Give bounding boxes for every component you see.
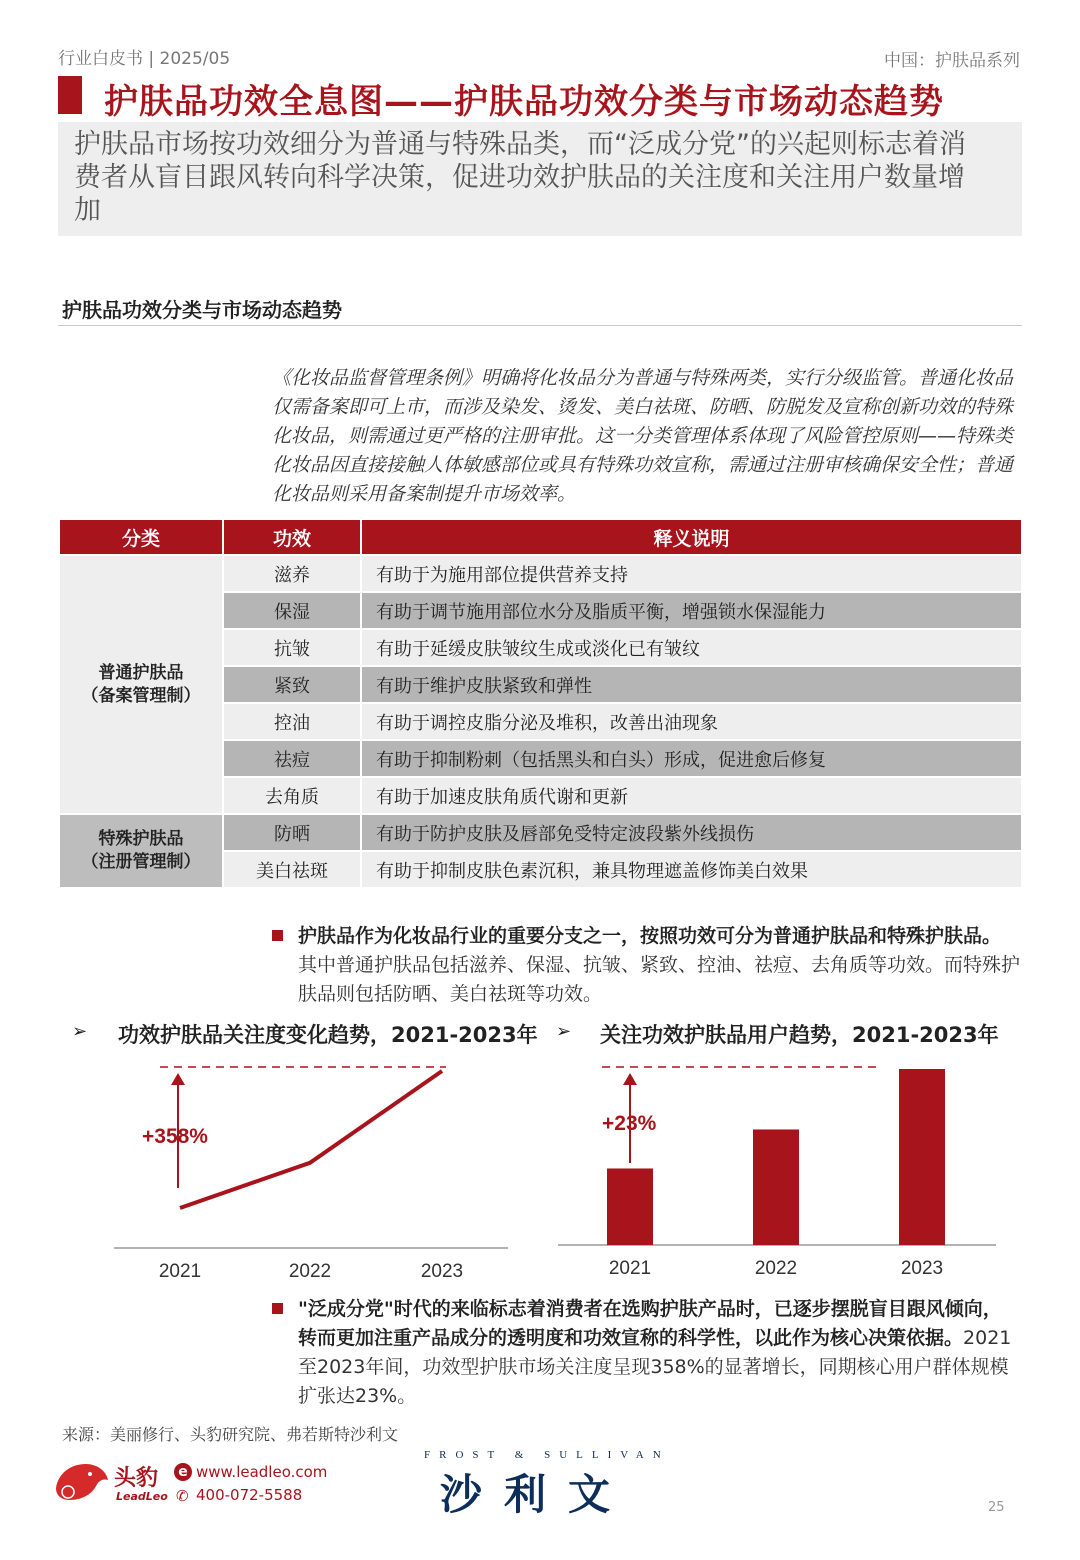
x-tick-label: 2023: [900, 1258, 944, 1279]
frost-sullivan-wordmark: FROST & SULLIVAN: [424, 1449, 670, 1461]
x-tick-label: 2023: [420, 1261, 464, 1282]
x-tick-label: 2022: [288, 1261, 332, 1282]
table-row: [60, 815, 1021, 850]
description-cell: 有助于维护皮肤紧致和弹性: [362, 667, 1021, 702]
chart-arrow-icon: ➢: [72, 1021, 88, 1042]
header-description: 释义说明: [362, 520, 1021, 554]
summary-text: 护肤品市场按功效细分为普通与特殊品类，而“泛成分党”的兴起则标志着消费者从盲目跟风转向科学决策，促进功效护肤品的关注度和关注用户数量增加: [74, 129, 966, 226]
x-tick-label: 2022: [754, 1258, 798, 1279]
description-cell: 有助于防护皮肤及唇部免受特定波段紫外线损伤: [362, 815, 1021, 850]
bar: [899, 1069, 945, 1245]
brand-name-cn: 头豹: [114, 1466, 159, 1491]
frost-sullivan-logo-cn: 沙利文: [440, 1470, 633, 1519]
leopard-logo-icon: [52, 1458, 110, 1506]
description-cell: 有助于为施用部位提供营养支持: [362, 556, 1021, 591]
growth-arrow-head-icon: [171, 1073, 185, 1085]
source-note: 来源：美丽修行、头豹研究院、弗若斯特沙利文: [62, 1425, 399, 1444]
growth-arrow-head-icon: [623, 1073, 637, 1085]
section-title: 护肤品功效分类与市场动态趋势: [62, 298, 342, 322]
category-name: 普通护肤品: [98, 662, 184, 683]
section-divider: [58, 325, 1022, 326]
bullet-normal: 2021至2023年间，功效型护肤市场关注度呈现358%的显著增长，同期核心用户群体规模扩张达23%。: [298, 1327, 1012, 1407]
description-cell: 有助于调节施用部位水分及脂质平衡，增强锁水保湿能力: [362, 593, 1021, 628]
bullet-text: [298, 922, 1020, 1009]
bar-chart: [550, 1055, 1010, 1295]
description-cell: 有助于延缓皮肤皱纹生成或淡化已有皱纹: [362, 630, 1021, 665]
page-number: 25: [988, 1500, 1005, 1515]
effect-cell: 控油: [224, 704, 360, 739]
bar: [607, 1168, 653, 1245]
table-header-row: [60, 520, 1021, 554]
page-title: 护肤品功效全息图——护肤品功效分类与市场动态趋势: [104, 82, 944, 122]
header-category: 分类: [60, 520, 222, 554]
category-regime: （备案管理制）: [81, 685, 201, 706]
description-cell: 有助于加速皮肤角质代谢和更新: [362, 778, 1021, 813]
x-tick-label: 2021: [158, 1261, 202, 1282]
effect-cell: 祛痘: [224, 741, 360, 776]
phone-icon: ✆: [176, 1487, 189, 1505]
header-doc-type: 行业白皮书 | 2025/05: [58, 49, 231, 69]
web-icon: e: [174, 1463, 192, 1481]
table-row: [60, 556, 1021, 591]
category-general: [60, 556, 222, 813]
bullet-bold: 护肤品作为化妆品行业的重要分支之一，按照功效可分为普通护肤品和特殊护肤品。: [298, 925, 1002, 947]
effect-cell: 保湿: [224, 593, 360, 628]
chart-title-bar: 关注功效护肤品用户趋势，2021-2023年: [600, 1023, 999, 1047]
category-name: 特殊护肤品: [98, 829, 184, 849]
x-tick-label: 2021: [608, 1258, 652, 1279]
effect-cell: 滋养: [224, 556, 360, 591]
growth-annotation: +23%: [602, 1112, 657, 1135]
intro-paragraph: 《化妆品监督管理条例》明确将化妆品分为普通与特殊两类，实行分级监管。普通化妆品仅需备案即可上市，而涉及染发、烫发、美白祛斑、防晒、防脱发及宣称创新功效的特殊化妆品，则需通过更严格的注册审批。这一分类管理体系体现了风险管控原则——特殊类化妆品因直接接触人体敏感部位或具有特殊功效宣称，需通过注册审核确保安全性；普通化妆品则采用备案制提升市场效率。: [272, 367, 1014, 505]
description-cell: 有助于抑制粉刺（包括黑头和白头）形成，促进愈后修复: [362, 741, 1021, 776]
series-line: [180, 1071, 442, 1208]
bullet-normal: 其中普通护肤品包括滋养、保湿、抗皱、紧致、控油、祛痘、去角质等功效。而特殊护肤品则包括防晒、美白祛斑等功效。: [298, 954, 1021, 1005]
category-special: [60, 815, 222, 887]
brand-name-en: LeadLeo: [116, 1490, 168, 1503]
bar: [753, 1129, 799, 1245]
effect-cell: 美白祛斑: [224, 852, 360, 887]
header-series: 中国：护肤品系列: [884, 51, 1020, 71]
chart-arrow-icon: ➢: [556, 1021, 572, 1042]
line-chart: [100, 1055, 520, 1295]
effect-cell: 紧致: [224, 667, 360, 702]
growth-annotation: +358%: [142, 1125, 208, 1148]
effect-cell: 去角质: [224, 778, 360, 813]
phone-number: 400-072-5588: [196, 1486, 303, 1504]
bullet-square-icon: [272, 930, 283, 941]
header-effect: 功效: [224, 520, 360, 554]
bullet-bold: "泛成分党"时代的来临标志着消费者在选购护肤产品时，已逐步摆脱盲目跟风倾向，转而更加注重产品成分的透明度和功效宣称的科学性，以此作为核心决策依据。: [298, 1298, 1002, 1349]
description-cell: 有助于抑制皮肤色素沉积，兼具物理遮盖修饰美白效果: [362, 852, 1021, 887]
efficacy-table: [58, 518, 1023, 889]
description-cell: 有助于调控皮脂分泌及堆积，改善出油现象: [362, 704, 1021, 739]
effect-cell: 防晒: [224, 815, 360, 850]
bullet-square-icon: [272, 1303, 283, 1314]
effect-cell: 抗皱: [224, 630, 360, 665]
chart-title-line: 功效护肤品关注度变化趋势，2021-2023年: [118, 1023, 538, 1047]
category-regime: （注册管理制）: [81, 852, 201, 872]
website-link[interactable]: www.leadleo.com: [196, 1463, 328, 1481]
bullet-text: [298, 1295, 1014, 1411]
title-accent-bar: [58, 76, 82, 114]
